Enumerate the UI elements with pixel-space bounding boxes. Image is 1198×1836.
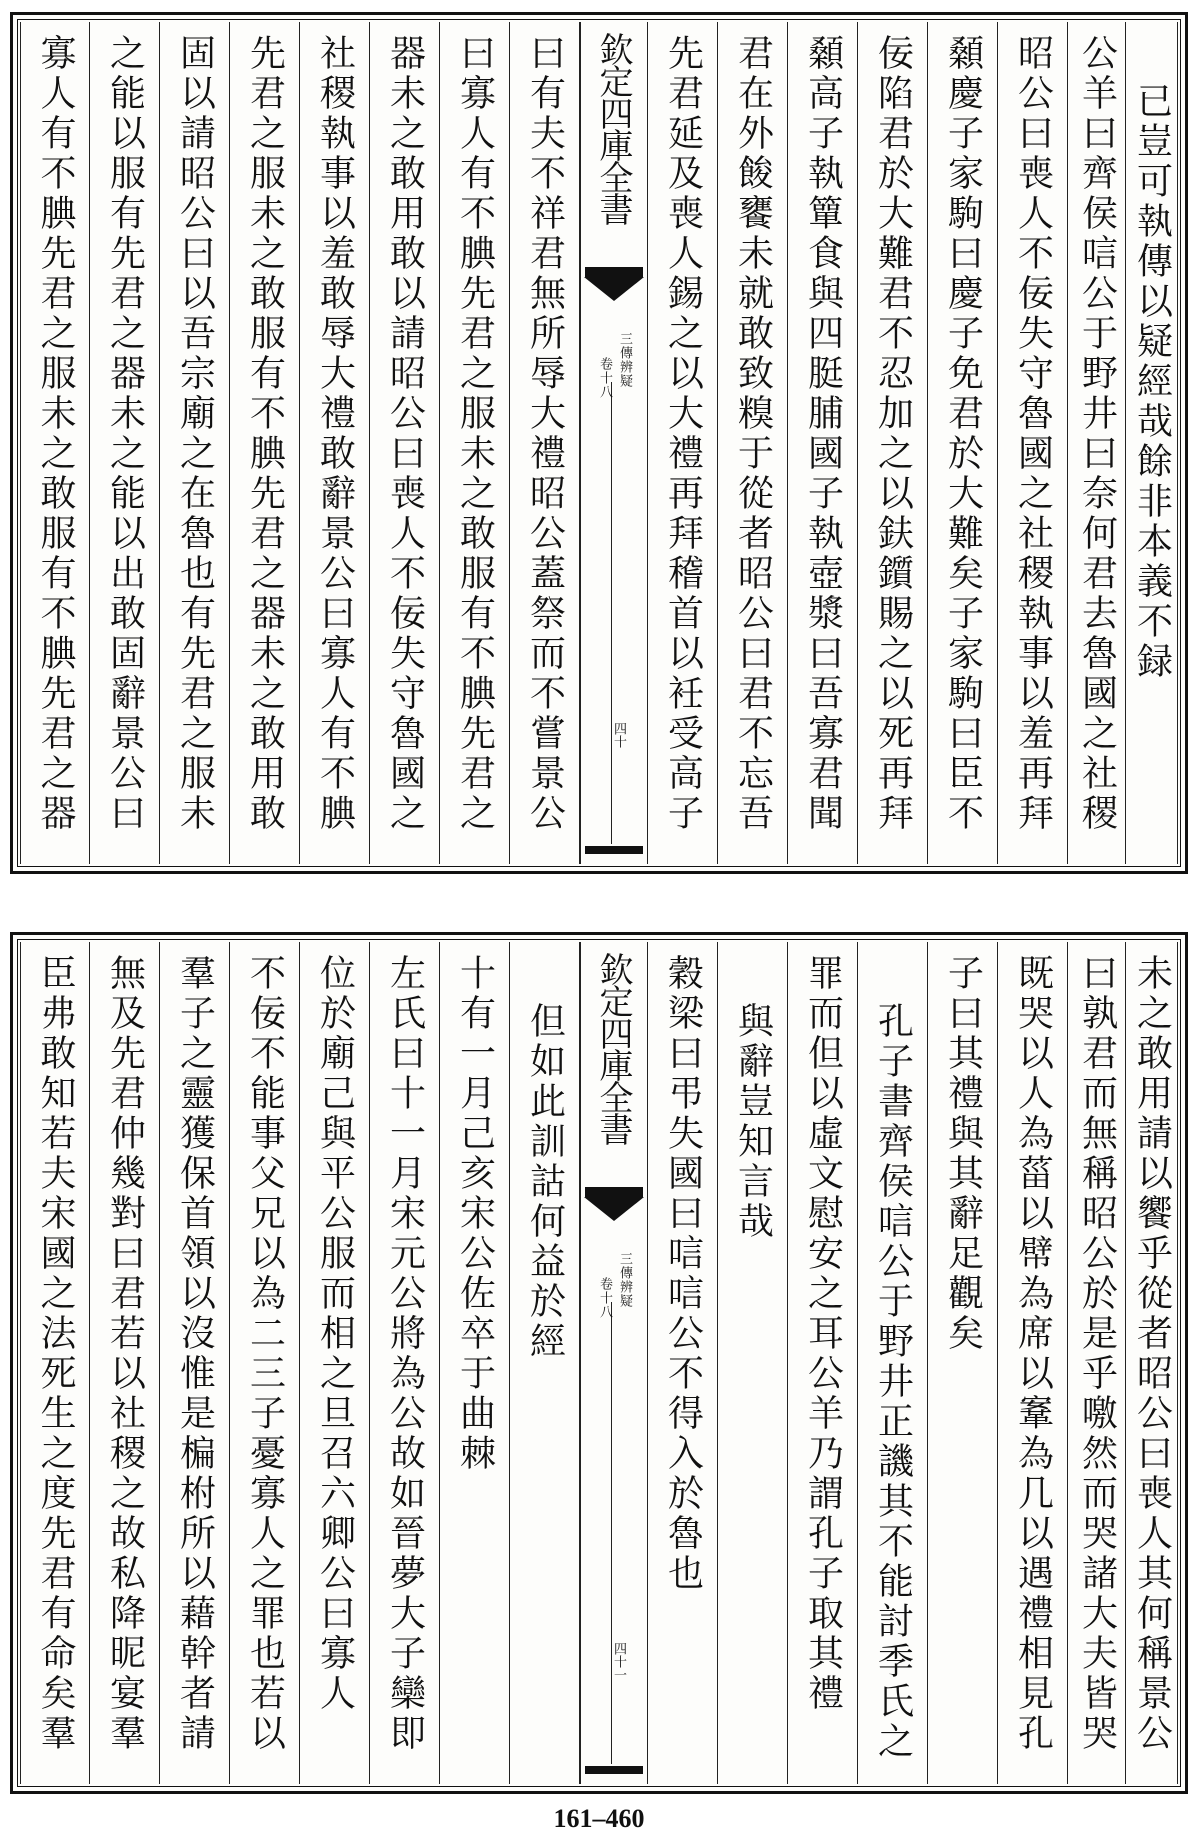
text-column <box>440 22 510 864</box>
text-column <box>1068 942 1126 1784</box>
column-text: 佞陷君於大難君不忍加之以鈇鑕賜之以死再拜 <box>872 34 914 834</box>
text-column <box>230 942 300 1784</box>
column-text: 君在外餕饔未就敢致糗于從者昭公曰君不忘吾 <box>732 34 774 834</box>
page-number: 161–460 <box>553 1804 645 1833</box>
column-text: 曰寡人有不腆先君之服未之敢服有不腆先君之 <box>454 34 496 834</box>
column-text: 未之敢用請以饗乎從者昭公曰喪人其何稱景公 <box>1131 954 1173 1754</box>
column-text: 孔子書齊侯唁公于野井正譏其不能討季氏之 <box>872 1002 914 1762</box>
center-gutter <box>580 942 648 1784</box>
column-text: 顙慶子家駒曰慶子免君於大難矣子家駒曰臣不 <box>942 34 984 834</box>
text-column <box>510 942 580 1784</box>
column-text: 曰孰君而無稱昭公於是乎噭然而哭諸大夫皆哭 <box>1076 954 1118 1754</box>
text-column <box>300 942 370 1784</box>
column-text: 穀梁曰弔失國曰唁唁公不得入於魯也 <box>662 954 704 1594</box>
text-column <box>998 942 1068 1784</box>
gutter-volume: 卷十八 <box>597 357 612 399</box>
column-text: 無及先君仲幾對曰君若以社稷之故私降昵宴羣 <box>104 954 146 1754</box>
column-text: 臣弗敢知若夫宋國之法死生之度先君有命矣羣 <box>35 954 76 1754</box>
column-text: 器未之敢用敢以請昭公曰喪人不佞失守魯國之 <box>384 34 426 834</box>
page-bottom <box>10 932 1188 1794</box>
gutter-rule <box>611 382 612 844</box>
text-column <box>858 22 928 864</box>
gutter-leaf-number: 四十一 <box>611 1642 626 1681</box>
column-text: 先君延及喪人錫之以大禮再拜稽首以衽受高子 <box>662 34 704 834</box>
text-column <box>718 942 788 1784</box>
fish-tail-ornament <box>585 1187 643 1227</box>
text-column <box>858 942 928 1784</box>
text-column <box>370 942 440 1784</box>
text-column <box>160 22 230 864</box>
text-column <box>928 22 998 864</box>
text-column <box>998 22 1068 864</box>
text-column <box>160 942 230 1784</box>
gutter-title: 欽定四庫全書 <box>593 952 633 1144</box>
column-text: 寡人有不腆先君之服未之敢服有不腆先君之器 <box>35 34 76 834</box>
gutter-foot-bar <box>585 1766 643 1774</box>
column-text: 既哭以人為菑以幦為席以鞌為几以遇禮相見孔 <box>1012 954 1054 1754</box>
column-text: 罪而但以虛文慰安之耳公羊乃謂孔子取其禮 <box>802 954 844 1714</box>
page-top-frame <box>20 22 1178 864</box>
text-column <box>1126 942 1178 1784</box>
gutter-title: 欽定四庫全書 <box>593 32 633 224</box>
column-text: 已豈可執傳以疑經哉餘非本義不録 <box>1131 82 1173 682</box>
gutter-rule <box>611 1302 612 1764</box>
column-text: 公羊曰齊侯唁公于野井曰奈何君去魯國之社稷 <box>1076 34 1118 834</box>
text-column <box>300 22 370 864</box>
text-column <box>648 22 718 864</box>
column-text: 固以請昭公曰以吾宗廟之在魯也有先君之服未 <box>174 34 216 834</box>
column-text: 不佞不能事父兄以為二三子憂寡人之罪也若以 <box>244 954 286 1754</box>
gutter-volume: 卷十八 <box>597 1277 612 1319</box>
column-text: 羣子之靈獲保首領以沒惟是楄柎所以藉幹者請 <box>174 954 216 1754</box>
text-column <box>788 22 858 864</box>
column-text: 與辭豈知言哉 <box>732 1002 774 1242</box>
text-column <box>90 942 160 1784</box>
text-column <box>1068 22 1126 864</box>
text-column <box>90 22 160 864</box>
column-text: 先君之服未之敢服有不腆先君之器未之敢用敢 <box>244 34 286 834</box>
text-column <box>928 942 998 1784</box>
center-gutter <box>580 22 648 864</box>
text-column <box>440 942 510 1784</box>
column-text: 社稷執事以羞敢辱大禮敢辭景公曰寡人有不腆 <box>314 34 356 834</box>
page-bottom-frame <box>20 942 1178 1784</box>
gutter-book-title: 三傳辨疑 <box>617 332 632 388</box>
text-column <box>718 22 788 864</box>
text-column <box>230 22 300 864</box>
fish-tail-ornament <box>585 267 643 307</box>
column-text: 左氏曰十一月宋元公將為公故如晉夢大子欒即 <box>384 954 426 1754</box>
column-text: 但如此訓詁何益於經 <box>524 1002 566 1362</box>
column-text: 位於廟己與平公服而相之旦召六卿公曰寡人 <box>314 954 356 1714</box>
text-column <box>788 942 858 1784</box>
column-text: 之能以服有先君之器未之能以出敢固辭景公曰 <box>104 34 146 834</box>
column-text: 曰有夫不祥君無所辱大禮昭公蓋祭而不嘗景公 <box>524 34 566 834</box>
column-text: 子曰其禮與其辭足觀矣 <box>942 954 984 1354</box>
gutter-book-title: 三傳辨疑 <box>617 1252 632 1308</box>
text-column <box>20 22 90 864</box>
column-text: 昭公曰喪人不佞失守魯國之社稷執事以羞再拜 <box>1012 34 1054 834</box>
gutter-leaf-number: 四十 <box>611 722 626 748</box>
column-text: 十有一月己亥宋公佐卒于曲棘 <box>454 954 496 1474</box>
page-top <box>10 12 1188 874</box>
text-column <box>370 22 440 864</box>
text-column <box>20 942 90 1784</box>
gutter-foot-bar <box>585 846 643 854</box>
column-text: 顙高子執簞食與四脡脯國子執壺漿曰吾寡君聞 <box>802 34 844 834</box>
text-column <box>1126 22 1178 864</box>
text-column <box>510 22 580 864</box>
text-column <box>648 942 718 1784</box>
